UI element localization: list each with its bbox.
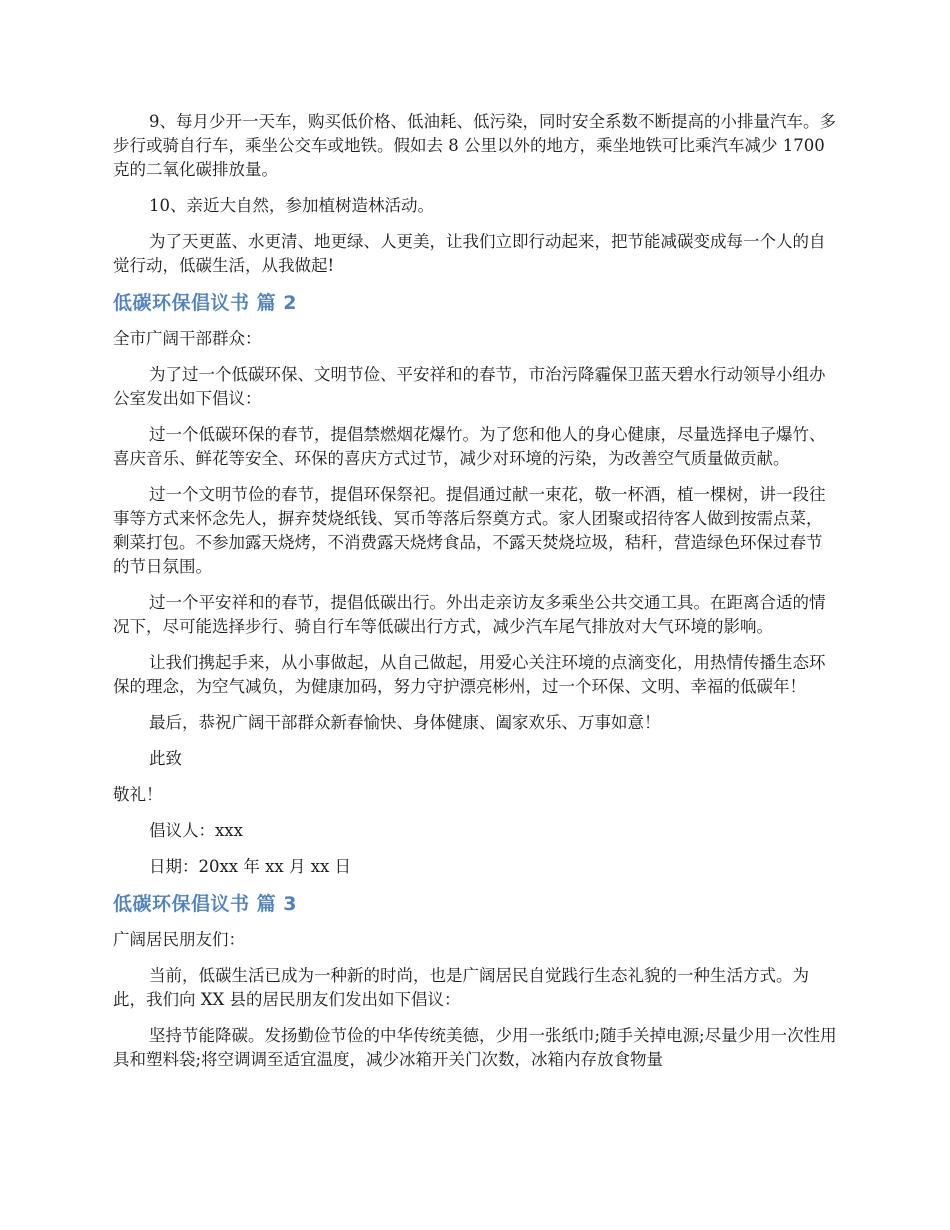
paragraph: 当前，低碳生活已成为一种新的时尚，也是广阔居民自觉践行生态礼貌的一种生活方式。为此，我们向 XX 县的居民朋友们发出如下倡议：: [113, 966, 809, 1009]
section-heading: 低碳环保倡议书 篇 3: [113, 893, 297, 915]
paragraph: 9、每月少开一天车，购买低价格、低油耗、低污染，同时安全系数不断提高的小排量汽车。多步行或骑自行车，乘坐公交车或地铁。假如去 8 公里以外的地方，乘坐地铁可比乘汽车减少 1700 克的二氧化碳排放量。: [113, 112, 836, 179]
regards-text: 敬礼！: [113, 785, 163, 804]
paragraph: 10、亲近大自然，参加植树造林活动。: [149, 196, 434, 215]
paragraph: 过一个文明节俭的春节，提倡环保祭祀。提倡通过献一束花，敬一杯酒，植一棵树，讲一段往事等方式来怀念先人，摒弃焚烧纸钱、冥币等落后祭奠方式。家人团聚或招待客人做到按需点菜，剩菜打包。不参加露天烧烤，不消费露天烧烤食品，不露天焚烧垃圾，秸秆，营造绿色环保过春节的节日氛围。: [113, 485, 826, 576]
signer: 倡议人：xxx: [149, 821, 243, 840]
paragraph: 坚持节能降碳。发扬勤俭节俭的中华传统美德，少用一张纸巾;随手关掉电源;尽量少用一次性用具和塑料袋;将空调调至适宜温度，减少冰箱开关门次数，冰箱内存放食物量: [113, 1026, 837, 1069]
paragraph: 让我们携起手来，从小事做起，从自己做起，用爱心关注环境的点滴变化，用热情传播生态环保的理念，为空气减负，为健康加码，努力守护漂亮彬州，过一个环保、文明、幸福的低碳年！: [113, 653, 826, 696]
section-heading: 低碳环保倡议书 篇 2: [113, 292, 297, 314]
paragraph: 为了天更蓝、水更清、地更绿、人更美，让我们立即行动起来，把节能减碳变成每一个人的自觉行动，低碳生活，从我做起!: [113, 232, 826, 275]
paragraph: 为了过一个低碳环保、文明节俭、平安祥和的春节，市治污降霾保卫蓝天碧水行动领导小组办公室发出如下倡议：: [113, 365, 826, 408]
date: 日期：20xx 年 xx 月 xx 日: [149, 857, 352, 876]
paragraph: 过一个平安祥和的春节，提倡低碳出行。外出走亲访友多乘坐公共交通工具。在距离合适的情况下，尽可能选择步行、骑自行车等低碳出行方式，减少汽车尾气排放对大气环境的影响。: [113, 593, 826, 636]
closing-text: 此致: [149, 749, 182, 768]
salutation: 全市广阔干部群众：: [113, 329, 262, 348]
paragraph: 最后，恭祝广阔干部群众新春愉快、身体健康、阖家欢乐、万事如意！: [149, 713, 661, 732]
paragraph: 过一个低碳环保的春节，提倡禁燃烟花爆竹。为了您和他人的身心健康，尽量选择电子爆竹、喜庆音乐、鲜花等安全、环保的喜庆方式过节，减少对环境的污染，为改善空气质量做贡献。: [113, 425, 826, 468]
salutation: 广阔居民朋友们：: [113, 930, 245, 949]
